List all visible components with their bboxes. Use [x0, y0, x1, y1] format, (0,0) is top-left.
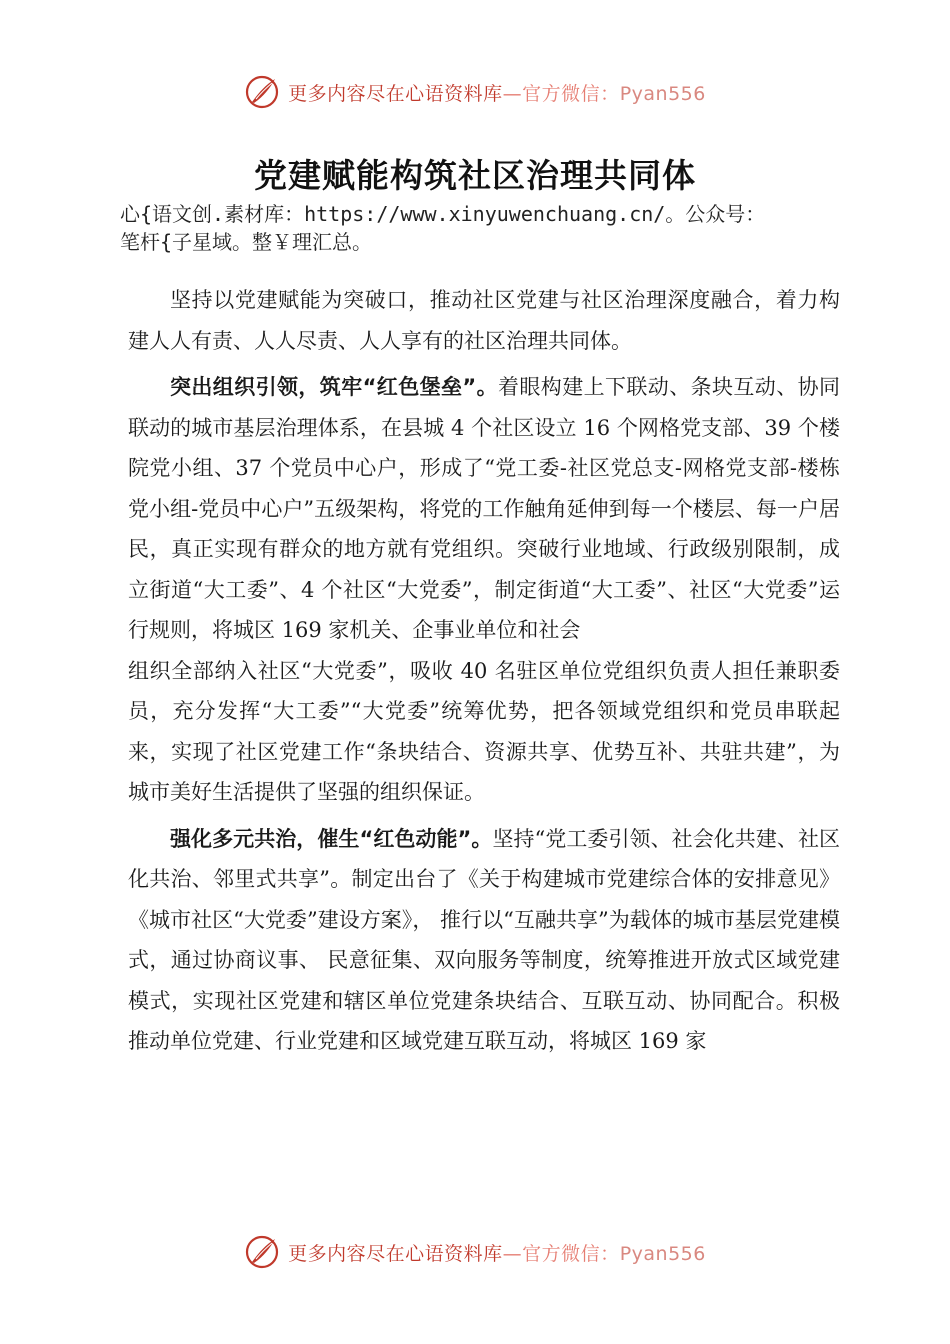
header-watermark-banner	[0, 72, 950, 112]
footer-watermark-banner	[0, 1232, 950, 1272]
watermark-site: 更多内容尽在心语资料库	[288, 1242, 503, 1265]
watermark-separator: —官方微信：	[502, 1242, 620, 1265]
section-1-paragraph	[128, 367, 840, 651]
intro-paragraph: 坚持以党建赋能为突破口，推动社区党建与社区治理深度融合，着力构建人人有责、人人尽责、人人享有的社区治理共同体。	[128, 288, 840, 353]
quill-logo-icon	[244, 74, 280, 110]
section-2-text: 坚持“党工委引领、社会化共建、社区化共治、邻里式共享”。制定出台了《关于构建城市党建综合体的安排意见》《城市社区“大党委”建设方案》， 推行以“互融共享”为载体的城市基层党建模式，通过协商议事、 民意征集、双向服务等制度，统筹推进开放式区域党建模式，实现社区党建和辖区单位党建条块结合、互联互动、协同配合。积极推动单位党建、行业党建和区域党建互联互动，将城区 169 家	[128, 826, 840, 1053]
watermark-account: Pyan556	[619, 82, 706, 105]
section-2-heading: 强化多元共治，催生“红色动能”。	[170, 826, 493, 851]
watermark-text	[288, 1239, 706, 1266]
section-1-heading: 突出组织引领，筑牢“红色堡垒”。	[170, 375, 498, 399]
document-body	[128, 280, 840, 1062]
quill-logo-icon	[244, 1234, 280, 1270]
source-note	[120, 200, 840, 256]
source-line-1: 心{语文创.素材库：https://www.xinyuwenchuang.cn/。公众号：	[120, 202, 766, 226]
watermark-separator: —官方微信：	[502, 82, 620, 105]
section-1-text: 着眼构建上下联动、条块互动、协同联动的城市基层治理体系，在县城 4 个社区设立 16 个网格党支部、39 个楼院党小组、37 个党员中心户，形成了“党工委-社区党总支-网格党支部-楼栋党小组-党员中心户”五级架构，将党的工作触角延伸到每一个楼层、每一户居民，真正实现有群众的地方就有党组织。突破行业地域、行政级别限制，成立街道“大工委”、4 个社区“大党委”，制定街道“大工委”、社区“大党委”运行规则，将城区 169 家机关、企事业单位和社会	[128, 375, 840, 642]
watermark-site: 更多内容尽在心语资料库	[288, 82, 503, 105]
source-line-2: 笔杆{子星域。整￥理汇总。	[120, 230, 373, 254]
section-1-continuation: 组织全部纳入社区“大党委”，吸收 40 名驻区单位党组织负责人担任兼职委员，充分发挥“大工委”“大党委”统筹优势，把各领域党组织和党员串联起来，实现了社区党建工作“条块结合、资源共享、优势互补、共驻共建”，为城市美好生活提供了坚强的组织保证。	[128, 658, 840, 804]
section-2-paragraph	[128, 819, 840, 1062]
watermark-text	[288, 79, 706, 106]
watermark-account: Pyan556	[619, 1242, 706, 1265]
document-title: 党建赋能构筑社区治理共同体	[254, 156, 696, 195]
